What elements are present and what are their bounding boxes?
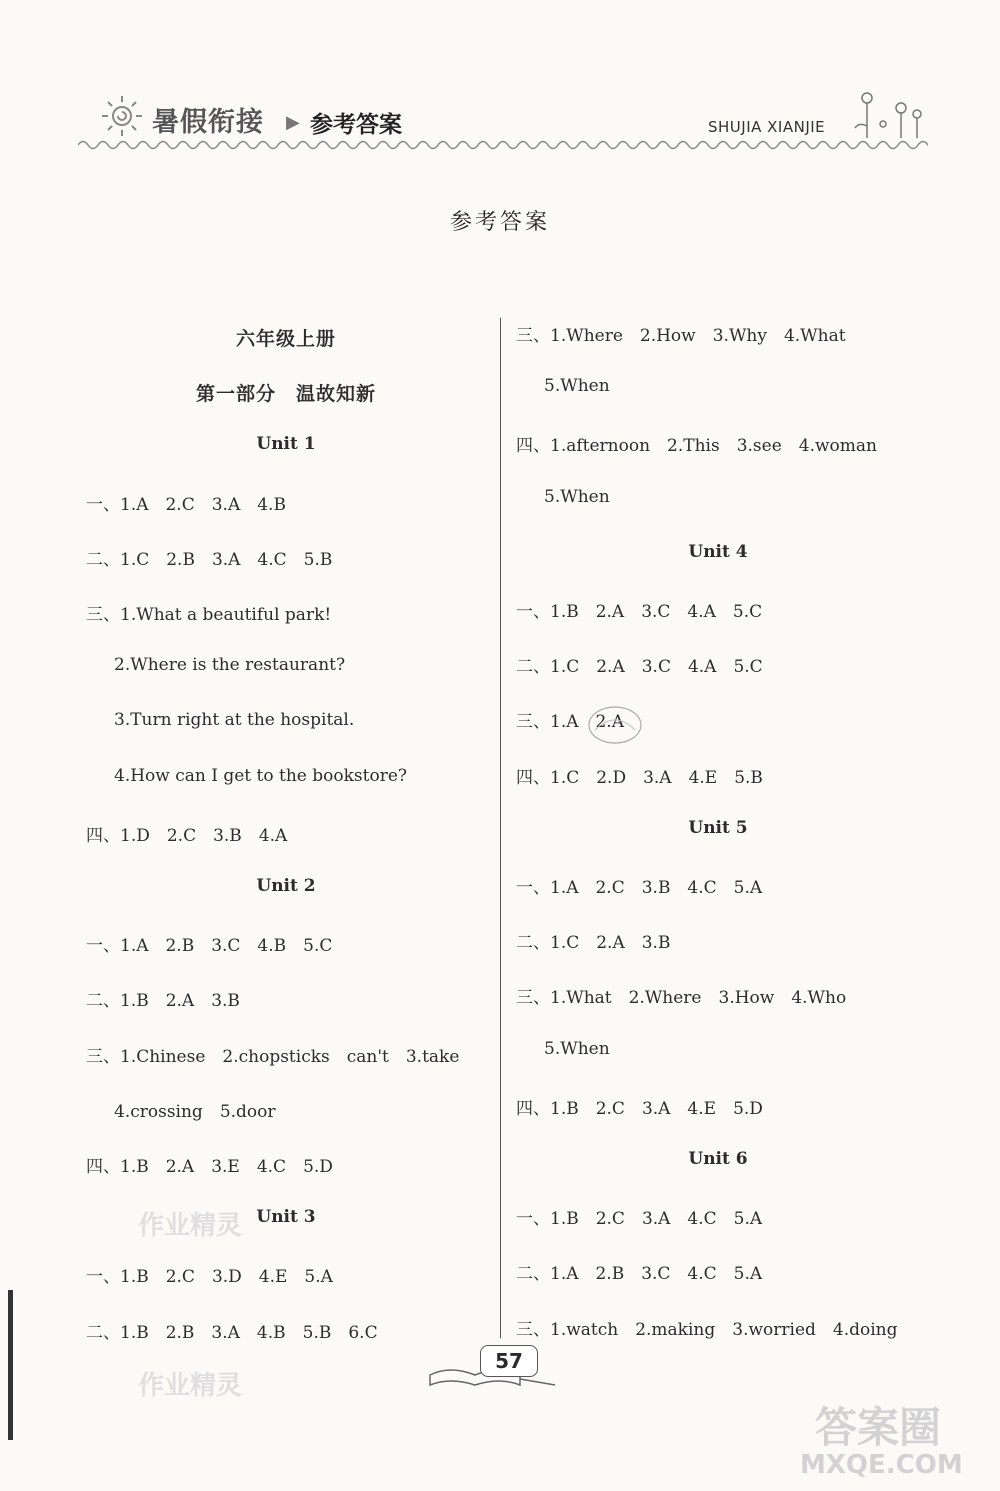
section-heading: 第一部分 温故知新 [195, 383, 376, 406]
answer-line: 三、1.A 2.A [516, 712, 624, 733]
brand-subtitle: 参考答案 [310, 112, 402, 138]
watermark-left-lower: 作业精灵 [138, 1371, 243, 1401]
answer-line: 一、1.A 2.C 3.A 4.B [86, 494, 286, 515]
answer-line: 三、1.Where 2.How 3.Why 4.What [516, 326, 846, 346]
answer-line: 二、1.C 2.A 3.B [516, 933, 671, 954]
header-wave-border [78, 138, 928, 152]
column-divider [500, 318, 501, 1338]
answer-line: 一、1.B 2.C 3.A 4.C 5.A [516, 1209, 763, 1230]
answer-line: 一、1.A 2.C 3.B 4.C 5.A [516, 878, 763, 898]
arrow-icon: ▶ [286, 112, 300, 133]
brand-pinyin: SHUJIA XIANJIE [708, 118, 826, 136]
watermark-corner-url: MXQE.COM [800, 1450, 963, 1480]
answer-line: 一、1.B 2.A 3.C 4.A 5.C [516, 602, 763, 622]
answer-line: 2.Where is the restaurant? [114, 655, 346, 676]
page-number: 57 [480, 1345, 538, 1377]
answer-line: 二、1.C 2.A 3.C 4.A 5.C [516, 657, 763, 678]
unit-heading: Unit 2 [256, 876, 316, 896]
unit-heading: Unit 1 [256, 434, 316, 455]
answer-line: 四、1.C 2.D 3.A 4.E 5.B [516, 767, 763, 788]
answer-line: 一、1.B 2.C 3.D 4.E 5.A [86, 1267, 333, 1288]
flowers-icon [853, 88, 928, 143]
answer-line: 二、1.A 2.B 3.C 4.C 5.A [516, 1264, 763, 1285]
sun-icon [98, 92, 146, 140]
answer-line: 四、1.D 2.C 3.B 4.A [86, 825, 288, 846]
answer-line: 5.When [544, 376, 610, 397]
watermark-left-upper: 作业精灵 [138, 1211, 243, 1241]
section-heading: 六年级上册 [235, 328, 336, 350]
unit-heading: Unit 4 [688, 541, 748, 562]
unit-heading: Unit 3 [256, 1207, 316, 1228]
answer-line: 4.How can I get to the bookstore? [114, 765, 408, 786]
answer-line: 一、1.A 2.B 3.C 4.B 5.C [86, 936, 333, 957]
answer-line: 三、1.What a beautiful park! [86, 605, 332, 625]
answer-line: 5.When [544, 1038, 610, 1059]
unit-heading: Unit 5 [688, 817, 748, 838]
unit-heading: Unit 6 [688, 1149, 748, 1169]
scan-edge-mark [8, 1290, 13, 1440]
answer-line: 四、1.B 2.C 3.A 4.E 5.D [516, 1098, 763, 1119]
answer-line: 四、1.B 2.A 3.E 4.C 5.D [86, 1157, 333, 1177]
answer-line: 四、1.afternoon 2.This 3.see 4.woman [516, 436, 877, 457]
answer-line: 三、1.Chinese 2.chopsticks can't 3.take [86, 1046, 460, 1067]
answer-line: 5.When [544, 486, 610, 507]
page-header [78, 88, 928, 158]
answer-line: 二、1.C 2.B 3.A 4.C 5.B [86, 549, 333, 570]
answer-line: 3.Turn right at the hospital. [114, 710, 355, 731]
stamp-icon [585, 700, 645, 750]
answer-line: 三、1.What 2.Where 3.How 4.Who [516, 988, 847, 1009]
answer-line: 二、1.B 2.B 3.A 4.B 5.B 6.C [86, 1322, 378, 1343]
brand-title: 暑假衔接 [152, 107, 264, 138]
answer-line: 二、1.B 2.A 3.B [86, 991, 240, 1012]
watermark-corner: 答案圈 [815, 1403, 942, 1452]
answer-line: 4.crossing 5.door [114, 1101, 276, 1122]
page-title: 参考答案 [449, 210, 550, 235]
answer-line: 三、1.watch 2.making 3.worried 4.doing [516, 1319, 898, 1340]
